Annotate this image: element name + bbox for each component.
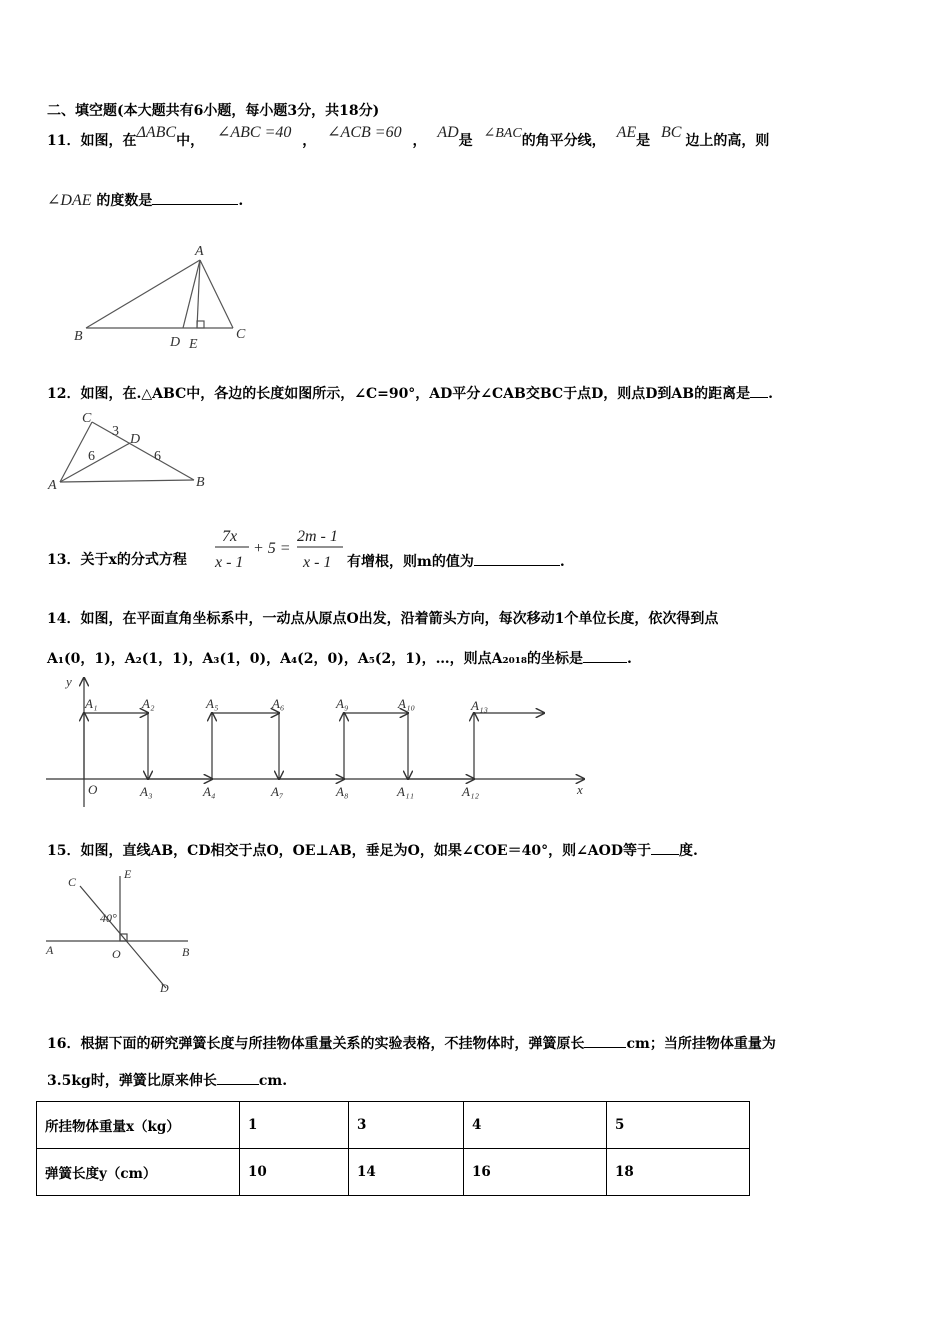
q13-equation (213, 525, 353, 577)
q11-angle-acb: ∠ACB =60 (327, 124, 402, 141)
frac2-den: x - 1 (303, 554, 332, 571)
q11-comma2: ， (412, 133, 427, 149)
q15-label-a: A (46, 943, 54, 957)
q14-bottom-4: A₁₁ (397, 784, 414, 799)
q14-end: . (627, 651, 632, 667)
table-cell: 14 (349, 1149, 464, 1196)
segment-cb (92, 422, 194, 480)
q11-ae: AE (616, 124, 637, 141)
q14-bottom-5: A₁₂ (462, 784, 479, 799)
q15-label-b: B (182, 945, 190, 959)
q13-end: . (559, 554, 565, 570)
q11-num: 11．如图，在 (47, 133, 137, 149)
q11-bc: BC (660, 124, 682, 141)
q14-bottom-3: A₈ (336, 784, 349, 799)
q16-unit2: cm. (258, 1073, 288, 1089)
q11-label-e: E (189, 337, 198, 350)
table-cell: 所挂物体重量x（kg） (37, 1102, 240, 1149)
table-cell: 弹簧长度y（cm） (37, 1149, 240, 1196)
q12-line (47, 383, 773, 403)
q12-label-a: A (48, 478, 57, 493)
table-cell: 18 (607, 1149, 750, 1196)
segment-ab (86, 260, 200, 328)
q15-figure (40, 866, 200, 1002)
q11-zhong: 中， (176, 133, 205, 149)
answer-blank-15[interactable] (651, 840, 679, 855)
q11-shi1: 是 (458, 133, 473, 149)
segment-ac (200, 260, 233, 328)
q15-end: 度. (679, 843, 698, 859)
table-cell: 5 (607, 1102, 750, 1149)
q16-table (36, 1101, 750, 1196)
q11-line1 (47, 124, 770, 151)
q12-len-cd: 3 (112, 424, 119, 439)
answer-blank-11[interactable] (152, 190, 238, 205)
q14-top-3: A₆ (272, 696, 285, 711)
q14-bottom-1: A₄ (203, 784, 216, 799)
q11-line2 (47, 190, 243, 210)
q11-dae: ∠DAE (47, 192, 92, 209)
q15-text: 15．如图，直线AB，CD相交于点O，OE⊥AB，垂足为O，如果∠COE＝40°，则∠AOD等于 (47, 843, 652, 859)
q11-angle-abc: ∠ABC =40 (216, 124, 292, 141)
q16-line2 (47, 1070, 287, 1090)
q14-axis-x: x (577, 782, 583, 797)
q11-bisector: 的角平分线， (521, 133, 606, 149)
q15-label-e: E (124, 867, 132, 881)
table-cell: 16 (464, 1149, 607, 1196)
q15-line (47, 840, 698, 860)
table-cell: 1 (240, 1102, 349, 1149)
q14-axis-y: y (66, 674, 72, 689)
q11-label-d: D (170, 335, 181, 350)
q12-text: 12．如图，在.△ABC中，各边的长度如图所示，∠C=90°，AD平分∠CAB交BC于点D，则点D到AB的距离是 (47, 386, 751, 402)
right-angle-mark (197, 321, 204, 328)
answer-blank-12[interactable] (750, 383, 768, 398)
frac1-den: x - 1 (215, 554, 244, 571)
segment-ab (60, 480, 194, 482)
q16-line2-text: 3.5kg时，弹簧比原来伸长 (47, 1073, 217, 1089)
q11-ad: AD (437, 124, 459, 141)
q12-len-ad: 6 (88, 449, 95, 464)
q16-unit1: cm；当所挂物体重量为 (626, 1036, 776, 1052)
q13-post-text: 有增根，则m的值为 (347, 554, 474, 570)
line-cd (80, 886, 166, 988)
q14-top-1: A₂ (142, 696, 155, 711)
q14-line1: 14．如图，在平面直角坐标系中，一动点从原点O出发，沿着箭头方向，每次移动1个单位长度，依次得到点 (47, 611, 719, 627)
q11-tri: ΔABC (136, 124, 177, 141)
q15-angle-label: 40° (100, 911, 117, 925)
table-row (37, 1149, 750, 1196)
q12-label-c: C (82, 411, 92, 426)
q11-comma1: ， (302, 133, 317, 149)
q14-line2 (47, 648, 632, 668)
q12-label-b: B (196, 475, 205, 490)
q13-plus: + 5 = (253, 540, 291, 557)
q11-end: . (238, 193, 244, 209)
q11-bac: ∠BAC (483, 126, 522, 141)
table-cell: 4 (464, 1102, 607, 1149)
table-row (37, 1102, 750, 1149)
q14-figure (44, 672, 604, 811)
q11-shi2: 是 (636, 133, 651, 149)
q12-figure (44, 410, 214, 498)
table-cell: 10 (240, 1149, 349, 1196)
q14-bottom-0: A₃ (140, 784, 153, 799)
q14-top-0: A₁ (85, 696, 98, 711)
q11-label-b: B (74, 329, 83, 344)
q14-top-6: A₁₃ (471, 698, 488, 713)
q11-label-a: A (195, 244, 204, 259)
q13-post (347, 551, 565, 571)
q16-line1-text: 16．根据下面的研究弹簧长度与所挂物体重量关系的实验表格，不挂物体时，弹簧原长 (47, 1036, 585, 1052)
q14-line2-text: A₁(0，1)，A₂(1，1)，A₃(1，0)，A₄(2，0)，A₅(2，1)，…，则点A₂₀₁₈的坐标是 (47, 651, 584, 667)
q12-end: . (768, 386, 773, 402)
q14-origin: O (88, 782, 98, 797)
q14-bottom-2: A₇ (271, 784, 284, 799)
q11-height: 边上的高，则 (685, 133, 770, 149)
q15-label-c: C (68, 875, 77, 889)
frac2-num: 2m - 1 (297, 528, 338, 545)
q11-label-c: C (236, 327, 246, 342)
frac1-num: 7x (222, 528, 238, 545)
q11-figure (70, 240, 260, 354)
q11-ask: 的度数是 (96, 193, 153, 209)
section-title: 二、填空题(本大题共有6小题，每小题3分，共18分) (47, 103, 380, 119)
answer-blank-13[interactable] (474, 551, 560, 566)
q14-top-5: A₁₀ (398, 696, 415, 711)
q15-label-o: O (112, 947, 121, 961)
q14-top-2: A₅ (206, 696, 219, 711)
q15-label-d: D (160, 981, 169, 995)
q12-label-d: D (130, 432, 141, 447)
answer-blank-14[interactable] (583, 648, 627, 663)
q12-len-db: 6 (154, 449, 161, 464)
q13-pre: 13．关于x的分式方程 (47, 552, 187, 568)
answer-blank-16a[interactable] (584, 1033, 626, 1048)
q14-top-4: A₉ (336, 696, 349, 711)
table-cell: 3 (349, 1102, 464, 1149)
answer-blank-16b[interactable] (217, 1070, 259, 1085)
q16-line1 (47, 1033, 776, 1053)
